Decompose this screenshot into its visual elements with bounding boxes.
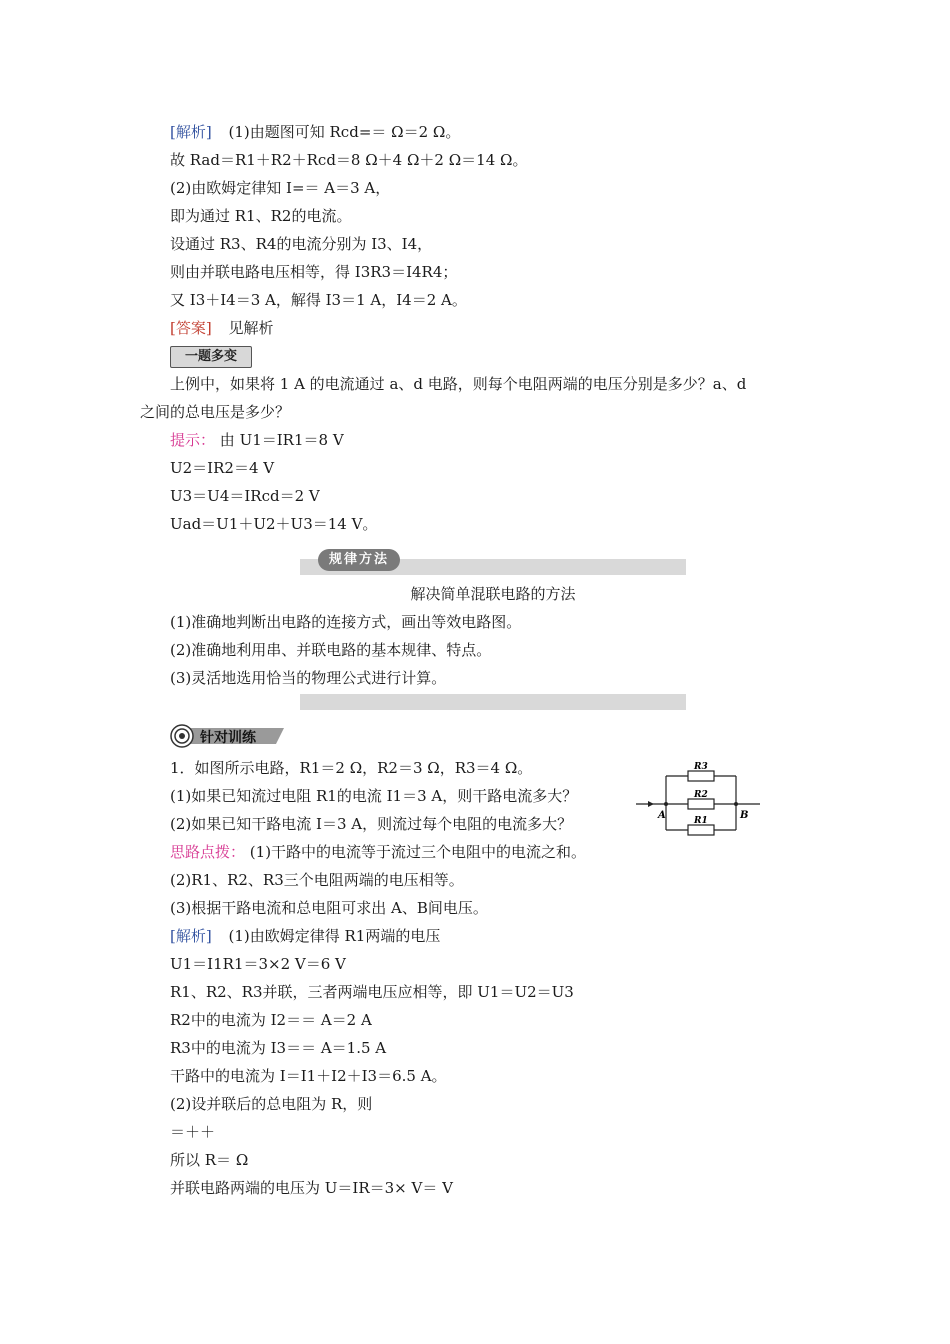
- analysis-line-5: 设通过 R3、R4的电流分别为 I3、I4，: [170, 235, 433, 253]
- training-analysis-1: (1)由欧姆定律得 R1两端的电压: [228, 927, 441, 945]
- analysis-line-6: 则由并联电路电压相等，得 I3R3＝I4R4；: [170, 263, 458, 281]
- analysis-line-1: [170, 122, 460, 142]
- training-analysis-3: R1、R2、R3并联，三者两端电压应相等，即 U1＝U2＝U3: [170, 983, 574, 1001]
- training-hint-2: (2)R1、R2、R3三个电阻两端的电压相等。: [170, 871, 464, 889]
- circuit-diagram: [636, 758, 762, 838]
- method-point-2: (2)准确地利用串、并联电路的基本规律、特点。: [170, 641, 492, 659]
- circuit-label-r1: R1: [694, 816, 708, 826]
- circuit-label-r2: R2: [694, 790, 708, 800]
- variant-question-1: 上例中，如果将 1 A 的电流通过 a、d 电路，则每个电阻两端的电压分别是多少？a、d: [170, 375, 747, 393]
- training-analysis-10: 并联电路两端的电压为 U＝IR＝3× V＝ V: [170, 1179, 453, 1197]
- training-analysis-8: ＝＋＋: [170, 1123, 216, 1141]
- analysis-tag: [解析]: [170, 123, 212, 141]
- training-analysis-line: [170, 926, 440, 946]
- hint-text-3: U3＝U4＝IRcd＝2 V: [170, 487, 320, 505]
- answer-tag: [答案]: [170, 319, 212, 337]
- circuit-node-b: B: [740, 810, 749, 821]
- method-label: 规律方法: [318, 549, 400, 571]
- analysis-line-4: 即为通过 R1、R2的电流。: [170, 207, 352, 225]
- training-hint-tag: 思路点拨：: [170, 843, 246, 861]
- variant-question-2: 之间的总电压是多少？: [140, 403, 291, 421]
- hint-text-2: U2＝IR2＝4 V: [170, 459, 275, 477]
- training-hint-3: (3)根据干路电流和总电阻可求出 A、B间电压。: [170, 899, 488, 917]
- training-analysis-7: (2)设并联后的总电阻为 R，则: [170, 1095, 373, 1113]
- training-hint-1: (1)干路中的电流等于流过三个电阻中的电流之和。: [249, 843, 587, 861]
- training-question-1: 1．如图所示电路，R1＝2 Ω，R2＝3 Ω，R3＝4 Ω。: [170, 759, 533, 777]
- training-question-3: (2)如果已知干路电流 I＝3 A，则流过每个电阻的电流多大？: [170, 815, 573, 833]
- method-footer-bar: [300, 694, 686, 710]
- hint-text-4: Uad＝U1＋U2＋U3＝14 V。: [170, 515, 378, 533]
- analysis-line-7: 又 I3＋I4＝3 A，解得 I3＝1 A，I4＝2 A。: [170, 291, 467, 309]
- hint-tag: 提示：: [170, 431, 216, 449]
- circuit-node-a: A: [658, 810, 666, 821]
- circuit-label-r3: R3: [694, 762, 708, 772]
- training-question-2: (1)如果已知流过电阻 R1的电流 I1＝3 A，则干路电流多大？: [170, 787, 578, 805]
- training-analysis-2: U1＝I1R1＝3×2 V＝6 V: [170, 955, 346, 973]
- training-analysis-4: R2中的电流为 I2＝＝ A＝2 A: [170, 1011, 372, 1029]
- hint-text-1: 由 U1＝IR1＝8 V: [219, 431, 344, 449]
- method-point-1: (1)准确地判断出电路的连接方式，画出等效电路图。: [170, 613, 522, 631]
- variant-hint-line: [170, 430, 344, 450]
- analysis-text-1: (1)由题图可知 Rcd=＝ Ω＝2 Ω。: [228, 123, 461, 141]
- training-analysis-tag: [解析]: [170, 927, 212, 945]
- answer-text: 见解析: [228, 319, 274, 337]
- method-title: 解决简单混联电路的方法: [410, 585, 576, 603]
- answer-line: [170, 318, 274, 338]
- training-analysis-6: 干路中的电流为 I＝I1＋I2＋I3＝6.5 A。: [170, 1067, 447, 1085]
- analysis-line-2: 故 Rad＝R1＋R2＋Rcd＝8 Ω＋4 Ω＋2 Ω＝14 Ω。: [170, 151, 528, 169]
- training-analysis-5: R3中的电流为 I3＝＝ A＝1.5 A: [170, 1039, 387, 1057]
- training-label: 针对训练: [200, 730, 256, 746]
- training-analysis-9: 所以 R＝ Ω: [170, 1151, 249, 1169]
- analysis-line-3: (2)由欧姆定律知 I=＝ A＝3 A，: [170, 179, 391, 197]
- training-hint-line: [170, 842, 586, 862]
- variant-badge: 一题多变: [170, 346, 252, 368]
- method-point-3: (3)灵活地选用恰当的物理公式进行计算。: [170, 669, 447, 687]
